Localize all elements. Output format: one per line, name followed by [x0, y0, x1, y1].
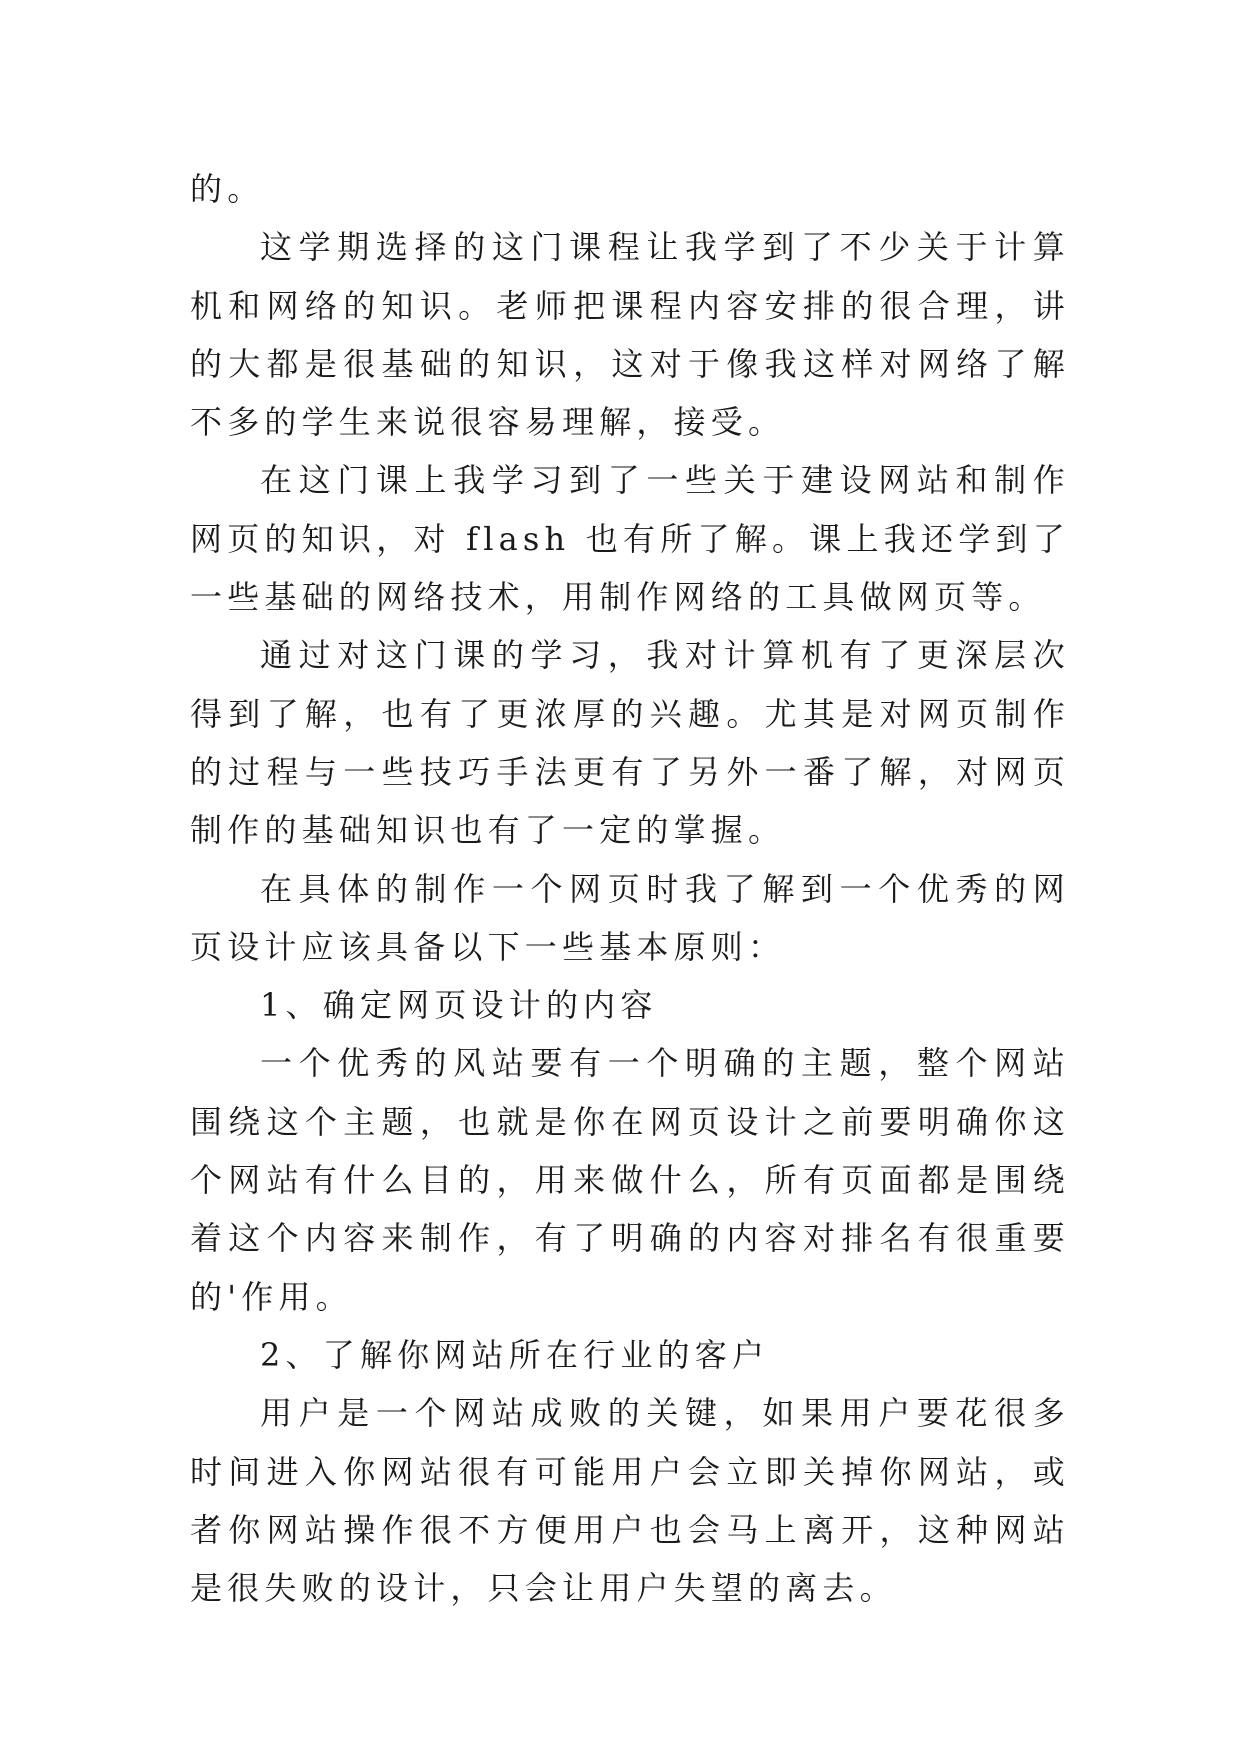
- paragraph-learning-outcome: 通过对这门课的学习，我对计算机有了更深层次得到了解，也有了更浓厚的兴趣。尤其是对网页制作的过程与一些技巧手法更有了另外一番了解，对网页制作的基础知识也有了一定的掌握。: [190, 636, 1070, 850]
- document-body: [190, 160, 1070, 1617]
- principle-heading-2: 2、了解你网站所在行业的客户: [260, 1335, 770, 1374]
- paragraph-principle-1: 一个优秀的风站要有一个明确的主题，整个网站围绕这个主题，也就是你在网页设计之前要明确你这个网站有什么目的，用来做什么，所有页面都是围绕着这个内容来制作，有了明确的内容对排名有很重要的'作用。: [190, 1044, 1070, 1316]
- paragraph-principle-2: 用户是一个网站成败的关键，如果用户要花很多时间进入你网站很有可能用户会立即关掉你网站，或者你网站操作很不方便用户也会马上离开，这种网站是很失败的设计，只会让用户失望的离去。: [190, 1394, 1070, 1608]
- paragraph-course-intro: 这学期选择的这门课程让我学到了不少关于计算机和网络的知识。老师把课程内容安排的很合理，讲的大都是很基础的知识，这对于像我这样对网络了解不多的学生来说很容易理解，接受。: [190, 228, 1070, 442]
- principle-heading-1: 1、确定网页设计的内容: [260, 986, 658, 1025]
- paragraph-continuation: 的。: [190, 170, 265, 208]
- paragraph-principles-intro: 在具体的制作一个网页时我了解到一个优秀的网页设计应该具备以下一些基本原则：: [190, 869, 1070, 966]
- paragraph-website-knowledge: 在这门课上我学习到了一些关于建设网站和制作网页的知识，对 flash 也有所了解。课上我还学到了一些基础的网络技术，用制作网络的工具做网页等。: [190, 461, 1070, 617]
